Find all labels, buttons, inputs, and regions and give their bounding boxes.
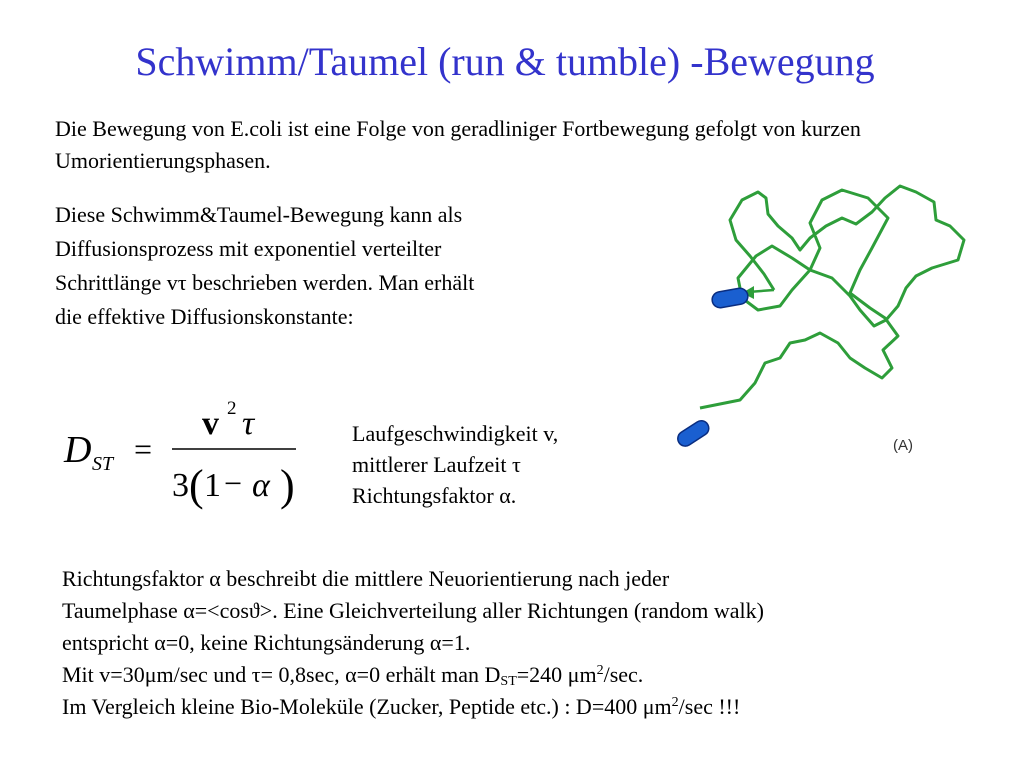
formula-equals: = xyxy=(134,431,153,467)
explanation-line-1: Richtungsfaktor α beschreibt die mittlere Neuorientierung nach jeder xyxy=(62,566,670,591)
formula-denominator-minus: − xyxy=(224,465,243,501)
line4-text-post: /sec. xyxy=(603,662,644,687)
figure-label: (A) xyxy=(893,437,913,454)
formula-lhs: D xyxy=(64,429,92,471)
formula-denominator-close-paren: ) xyxy=(280,461,295,510)
intro-paragraph: Die Bewegung von E.coli ist eine Folge von geradliniger Fortbewegung gefolgt von kurzen Umorientierungsphasen. xyxy=(55,116,861,173)
line5-text-post: /sec !!! xyxy=(678,694,741,719)
line4-subscript: ST xyxy=(500,674,517,689)
legend-line-direction-factor: Richtungsfaktor α. xyxy=(352,483,517,508)
formula-denominator-three: 3 xyxy=(172,467,189,504)
formula-denominator-alpha: α xyxy=(252,467,270,504)
direction-factor-explanation xyxy=(62,563,1002,723)
slide-title: Schwimm/Taumel (run & tumble) -Bewegung xyxy=(135,39,875,84)
formula-numerator-tau: τ xyxy=(242,405,255,442)
formula-legend xyxy=(352,418,642,511)
formula-numerator-v: v xyxy=(202,405,219,442)
line4-superscript: 2 xyxy=(596,663,604,678)
formula-numerator-exponent: 2 xyxy=(227,398,237,419)
diffusion-formula xyxy=(62,388,312,518)
line5-superscript: 2 xyxy=(671,695,679,710)
bacterium-start-icon xyxy=(675,418,712,449)
description-paragraph: Diese Schwimm&Taumel-Bewegung kann als Diffusionsprozess mit exponentiel verteilter Schrittlänge vτ beschrieben werden. Man erhält die effektive Diffusionskonstante: xyxy=(55,202,475,329)
line4-text-pre: Mit v=30μm/sec und τ= 0,8sec, α=0 erhält man D xyxy=(62,662,501,687)
explanation-line-3: entspricht α=0, keine Richtungsänderung α=1. xyxy=(62,630,471,655)
explanation-line-5 xyxy=(62,691,1002,723)
legend-line-velocity: Laufgeschwindigkeit v, xyxy=(352,421,559,446)
formula-denominator-one: 1 xyxy=(204,467,221,504)
line4-text-mid: =240 μm xyxy=(516,662,597,687)
explanation-line-4 xyxy=(62,659,1002,691)
formula-lhs-subscript: ST xyxy=(92,453,114,475)
explanation-line-2: Taumelphase α=<cosϑ>. Eine Gleichverteilung aller Richtungen (random walk) xyxy=(62,598,764,623)
formula-denominator-open-paren: ( xyxy=(189,461,204,510)
run-tumble-trajectory-figure xyxy=(660,178,990,468)
legend-line-runtime: mittlerer Laufzeit τ xyxy=(352,452,521,477)
bacterium-end-icon xyxy=(711,287,749,309)
line5-text-pre: Im Vergleich kleine Bio-Moleküle (Zucker, Peptide etc.) : D=400 μm xyxy=(62,694,672,719)
